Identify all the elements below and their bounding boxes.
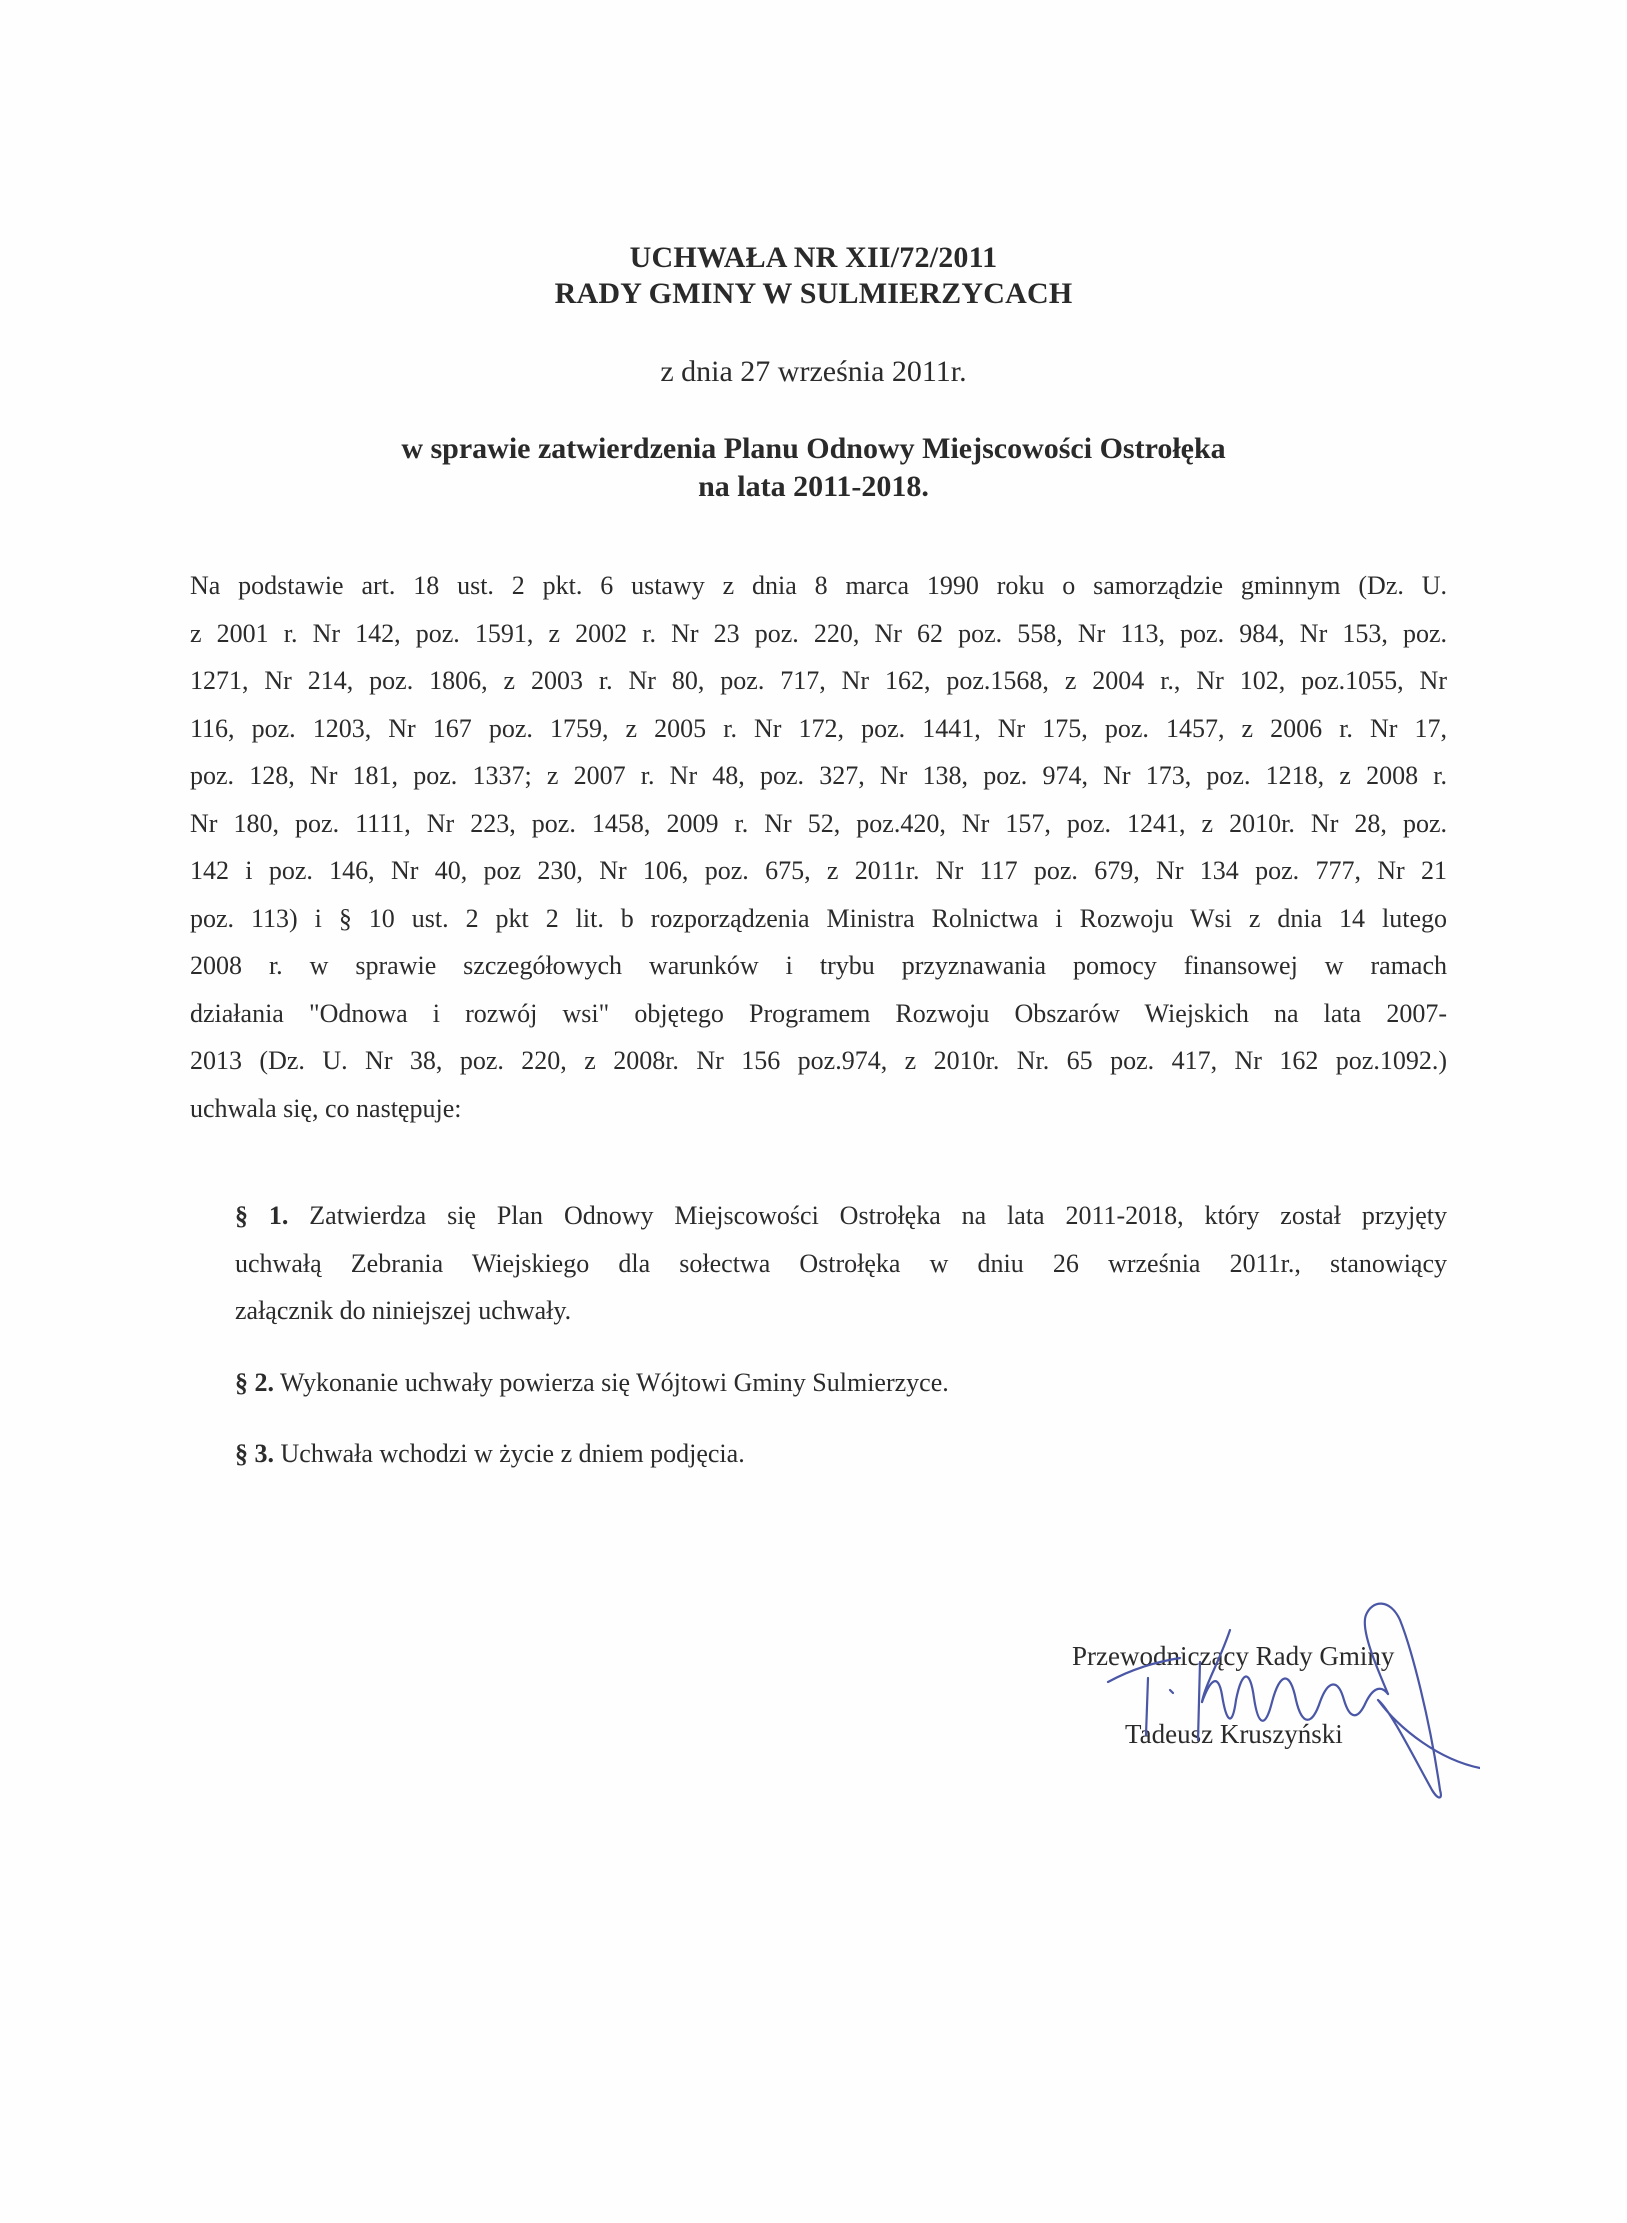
paragraph-text: Wykonanie uchwały powierza się Wójtowi Gminy Sulmierzyce. — [274, 1367, 949, 1397]
signatory-title: Przewodniczący Rady Gminy — [1072, 1641, 1395, 1671]
signature-wave — [1202, 1676, 1388, 1720]
resolution-date: z dnia 27 września 2011r. — [660, 355, 967, 388]
paragraph-line: załącznik do niniejszej uchwały. — [235, 1296, 572, 1325]
paragraph-line — [235, 1359, 1447, 1407]
signature-loop — [1365, 1604, 1480, 1798]
council-name: RADY GMINY W SULMIERZYCACH — [554, 277, 1073, 310]
preamble-line: uchwala się, co następuje: — [190, 1093, 462, 1123]
resolution-number: UCHWAŁA NR XII/72/2011 — [629, 241, 998, 274]
legal-basis-preamble — [190, 562, 1447, 1132]
preamble-line: 116, poz. 1203, Nr 167 poz. 1759, z 2005 r. Nr 172, poz. 1441, Nr 175, poz. 1457, z 2006 r. Nr 17, — [190, 713, 1447, 743]
paragraph-line: uchwałą Zebrania Wiejskiego dla sołectwa Ostrołęka w dniu 26 września 2011r., stanowiący — [235, 1248, 1447, 1278]
preamble-line: 2008 r. w sprawie szczegółowych warunków i trybu przyznawania pomocy finansowej w ramach — [190, 951, 1447, 980]
paragraph-number: § 2. — [235, 1367, 274, 1397]
signature-strokes — [1108, 1604, 1480, 1798]
paragraph-line — [235, 1192, 1447, 1240]
handwritten-signature — [1060, 1590, 1480, 1820]
resolution-paragraphs — [235, 1192, 1447, 1478]
preamble-line: poz. 128, Nr 181, poz. 1337; z 2007 r. Nr 48, poz. 327, Nr 138, poz. 974, Nr 173, poz. 1218, z 2008 r. — [190, 761, 1447, 790]
paragraph-line — [235, 1430, 1447, 1478]
preamble-line: Nr 180, poz. 1111, Nr 223, poz. 1458, 2009 r. Nr 52, poz.420, Nr 157, poz. 1241, z 2010r. Nr 28, poz. — [190, 808, 1447, 838]
signatory-name: Tadeusz Kruszyński — [1125, 1719, 1343, 1749]
subject-line-2: na lata 2011-2018. — [698, 470, 929, 503]
paragraph-number: § 3. — [235, 1439, 274, 1468]
paragraph-text: Zatwierdza się Plan Odnowy Miejscowości Ostrołęka na lata 2011-2018, który został przyjęty — [288, 1201, 1448, 1230]
preamble-line: poz. 113) i § 10 ust. 2 pkt 2 lit. b rozporządzenia Ministra Rolnictwa i Rozwoju Wsi z dnia 14 lutego — [190, 903, 1447, 933]
preamble-line: 2013 (Dz. U. Nr 38, poz. 220, z 2008r. Nr 156 poz.974, z 2010r. Nr. 65 poz. 417, Nr 162 poz.1092.) — [190, 1046, 1447, 1075]
paragraph-number: § 1. — [235, 1201, 289, 1230]
paragraph-spacer — [235, 1335, 1447, 1359]
preamble-line: z 2001 r. Nr 142, poz. 1591, z 2002 r. Nr 23 poz. 220, Nr 62 poz. 558, Nr 113, poz. 984, Nr 153, poz. — [190, 618, 1447, 648]
preamble-line: działania "Odnowa i rozwój wsi" objętego Programem Rozwoju Obszarów Wiejskich na lata 2007- — [190, 998, 1447, 1028]
signature-dot — [1170, 1690, 1173, 1693]
preamble-line: 1271, Nr 214, poz. 1806, z 2003 r. Nr 80, poz. 717, Nr 162, poz.1568, z 2004 r., Nr 102, poz.1055, Nr — [190, 666, 1447, 695]
paragraph-3 — [235, 1430, 1447, 1478]
paragraph-spacer — [235, 1406, 1447, 1430]
preamble-line: 142 i poz. 146, Nr 40, poz 230, Nr 106, poz. 675, z 2011r. Nr 117 poz. 679, Nr 134 poz. 777, Nr 21 — [190, 856, 1447, 885]
paragraph-text: Uchwała wchodzi w życie z dniem podjęcia. — [274, 1439, 745, 1468]
paragraph-1 — [235, 1192, 1447, 1335]
paragraph-2 — [235, 1359, 1447, 1407]
preamble-line: Na podstawie art. 18 ust. 2 pkt. 6 ustawy z dnia 8 marca 1990 roku o samorządzie gminnym (Dz. U. — [190, 571, 1447, 600]
subject-line-1: w sprawie zatwierdzenia Planu Odnowy Miejscowości Ostrołęka — [401, 432, 1226, 465]
